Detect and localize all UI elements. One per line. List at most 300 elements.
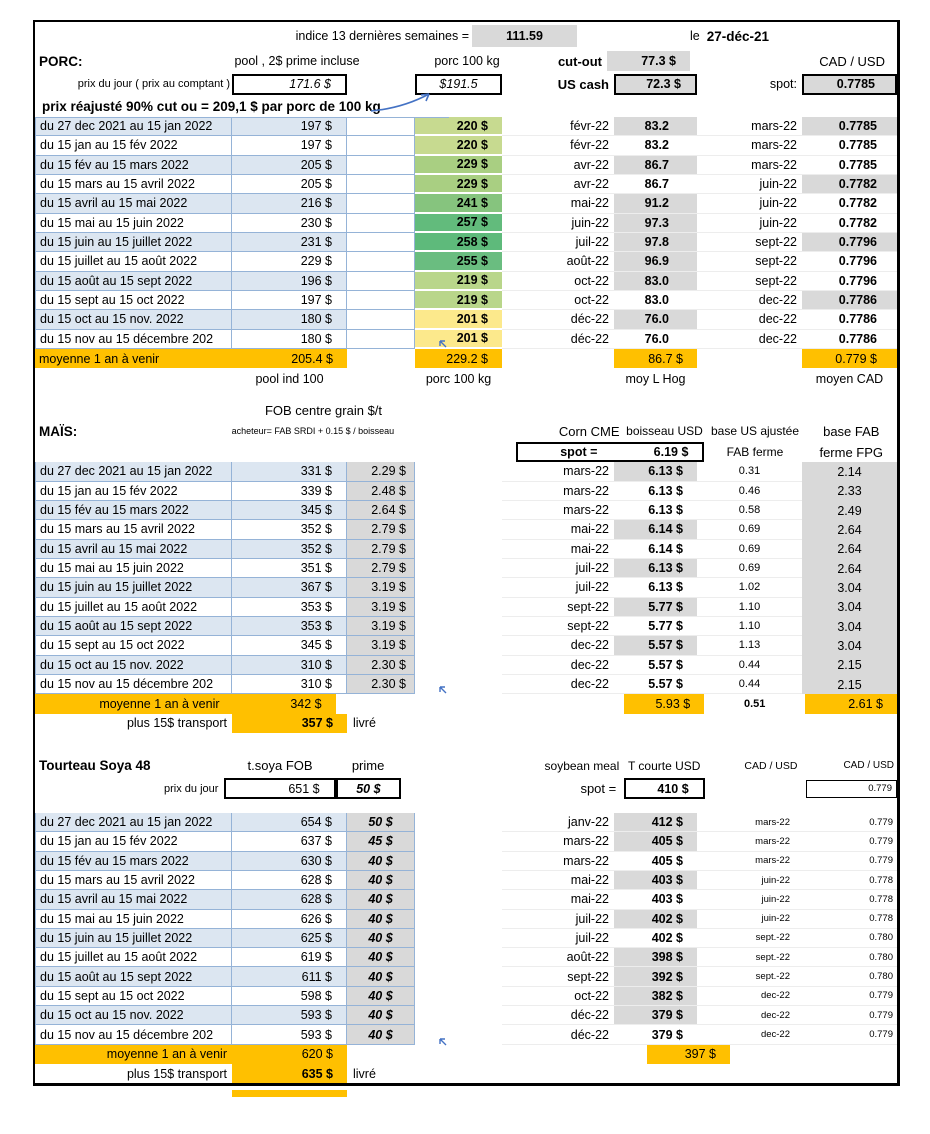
meal-usd-cell[interactable]: 412 $ [614,813,697,832]
spot-value-cell[interactable]: 0.7785 [802,74,897,95]
cutout-price-cell[interactable]: 258 $ [415,233,502,252]
meal-month-cell[interactable]: mars-22 [502,832,614,851]
fob-price-cell[interactable]: 345 $ [232,636,347,655]
period-cell[interactable]: du 15 oct au 15 nov. 2022 [35,1006,232,1025]
empty-cell[interactable] [347,233,415,252]
prime-cell[interactable]: 40 $ [347,967,415,986]
period-cell[interactable]: du 15 juin au 15 juillet 2022 [35,578,232,597]
transport-value[interactable]: 635 $ [232,1064,347,1083]
cad-rate-cell[interactable]: 0.7796 [802,233,897,252]
empty-cell[interactable] [347,252,415,271]
cad-rate-cell[interactable]: 0.7786 [802,310,897,329]
period-cell[interactable]: du 15 sept au 15 oct 2022 [35,987,232,1006]
cad-rate-cell[interactable]: 0.7785 [802,156,897,175]
moyenne-pool[interactable]: 205.4 $ [232,349,347,368]
pool-price-cell[interactable]: 231 $ [232,233,347,252]
corn-month-cell[interactable]: dec-22 [502,636,614,655]
meal-month-cell[interactable]: juil-22 [502,910,614,929]
cutout-price-cell[interactable]: 219 $ [415,291,502,310]
cad-month-cell[interactable]: juin-22 [697,910,802,929]
empty-cell[interactable] [415,559,502,578]
empty-cell[interactable] [415,832,502,851]
uscash-value-cell[interactable]: 72.3 $ [614,74,697,95]
prix-jour-value-cell[interactable]: 651 $ [224,778,335,799]
meal-usd-cell[interactable]: 392 $ [614,967,697,986]
cutout-price-cell[interactable]: 220 $ [415,117,502,136]
moyenne-cad[interactable]: 0.779 $ [802,349,897,368]
meal-usd-cell[interactable]: 382 $ [614,987,697,1006]
cad-month-cell[interactable]: mars-22 [697,156,802,175]
base-fab-cell[interactable]: 3.04 [802,598,897,617]
cad-rate-cell[interactable]: 0.779 [802,813,897,832]
meal-month-cell[interactable]: janv-22 [502,813,614,832]
period-cell[interactable]: du 15 mai au 15 juin 2022 [35,910,232,929]
fob-price-cell[interactable]: 352 $ [232,520,347,539]
soya-spot-value-cell[interactable]: 410 $ [624,778,704,799]
period-cell[interactable]: du 15 août au 15 sept 2022 [35,967,232,986]
fob-price-cell[interactable]: 310 $ [232,675,347,694]
empty-cell[interactable] [415,540,502,559]
fob-price-cell[interactable]: 611 $ [232,967,347,986]
corn-month-cell[interactable]: mai-22 [502,540,614,559]
meal-month-cell[interactable]: mars-22 [502,852,614,871]
moyenne-usd[interactable]: 5.93 $ [624,694,704,713]
base-fab-cell[interactable]: 2.64 [802,520,897,539]
hog-month-cell[interactable]: févr-22 [502,136,614,155]
period-cell[interactable]: du 15 juillet au 15 août 2022 [35,252,232,271]
prix-jour-prime-cell[interactable]: 50 $ [336,778,401,799]
prime-cell[interactable]: 40 $ [347,1025,415,1044]
cad-month-cell[interactable]: sept-22 [697,252,802,271]
fob-price-cell[interactable]: 310 $ [232,656,347,675]
period-cell[interactable]: du 15 sept au 15 oct 2022 [35,636,232,655]
corn-usd-cell[interactable]: 6.14 $ [614,520,697,539]
period-cell[interactable]: du 15 août au 15 sept 2022 [35,272,232,291]
cad-month-cell[interactable]: mars-22 [697,832,802,851]
bushel-price-cell[interactable]: 2.79 $ [347,540,415,559]
prime-cell[interactable]: 40 $ [347,987,415,1006]
cutout-price-cell[interactable]: 229 $ [415,156,502,175]
cad-rate-cell[interactable]: 0.779 [802,987,897,1006]
fob-price-cell[interactable]: 619 $ [232,948,347,967]
cad-rate-cell[interactable]: 0.7786 [802,291,897,310]
period-cell[interactable]: du 27 dec 2021 au 15 jan 2022 [35,813,232,832]
period-cell[interactable]: du 27 dec 2021 au 15 jan 2022 [35,117,232,136]
cad-month-cell[interactable]: mars-22 [697,852,802,871]
fob-price-cell[interactable]: 654 $ [232,813,347,832]
cad-rate-cell[interactable]: 0.7796 [802,272,897,291]
base-fab-cell[interactable]: 2.33 [802,482,897,501]
cad-rate-cell[interactable]: 0.779 [802,852,897,871]
prime-cell[interactable]: 40 $ [347,910,415,929]
corn-month-cell[interactable]: juil-22 [502,559,614,578]
base-us-cell[interactable]: 1.13 [697,636,802,655]
cad-month-cell[interactable]: mars-22 [697,813,802,832]
pool-price-cell[interactable]: 216 $ [232,194,347,213]
empty-cell[interactable] [415,656,502,675]
meal-month-cell[interactable]: oct-22 [502,987,614,1006]
fob-price-cell[interactable]: 628 $ [232,890,347,909]
moyenne-label[interactable]: moyenne 1 an à venir [35,694,225,713]
meal-usd-cell[interactable]: 402 $ [614,929,697,948]
period-cell[interactable]: du 15 août au 15 sept 2022 [35,617,232,636]
cad-month-cell[interactable]: juin-22 [697,890,802,909]
base-fab-cell[interactable]: 3.04 [802,636,897,655]
corn-usd-cell[interactable]: 6.13 $ [614,482,697,501]
corn-month-cell[interactable]: juil-22 [502,578,614,597]
period-cell[interactable]: du 15 jan au 15 fév 2022 [35,136,232,155]
cad-rate-cell[interactable]: 0.780 [802,929,897,948]
pool-price-cell[interactable]: 205 $ [232,175,347,194]
empty-cell[interactable] [347,214,415,233]
period-cell[interactable]: du 15 juin au 15 juillet 2022 [35,929,232,948]
moyenne-base-fab[interactable]: 2.61 $ [805,694,897,713]
period-cell[interactable]: du 27 dec 2021 au 15 jan 2022 [35,462,232,481]
moyenne-us[interactable]: 86.7 $ [614,349,697,368]
corn-usd-cell[interactable]: 6.13 $ [614,578,697,597]
indice-value-cell[interactable]: 111.59 [472,25,577,47]
period-cell[interactable]: du 15 fév au 15 mars 2022 [35,501,232,520]
empty-cell[interactable] [415,929,502,948]
corn-usd-cell[interactable]: 5.77 $ [614,617,697,636]
cad-rate-cell[interactable]: 0.778 [802,871,897,890]
corn-usd-cell[interactable]: 6.13 $ [614,559,697,578]
cad-rate-cell[interactable]: 0.780 [802,948,897,967]
corn-month-cell[interactable]: dec-22 [502,675,614,694]
us-cash-cell[interactable]: 83.2 [614,136,697,155]
prime-cell[interactable]: 50 $ [347,813,415,832]
cutout-price-cell[interactable]: 220 $ [415,136,502,155]
meal-usd-cell[interactable]: 403 $ [614,871,697,890]
cad-rate-cell[interactable]: 0.778 [802,910,897,929]
corn-month-cell[interactable]: sept-22 [502,598,614,617]
us-cash-cell[interactable]: 76.0 [614,330,697,349]
corn-spot-cell[interactable] [516,442,704,462]
pool-price-cell[interactable]: 230 $ [232,214,347,233]
prime-cell[interactable]: 40 $ [347,890,415,909]
meal-month-cell[interactable]: déc-22 [502,1025,614,1044]
empty-cell[interactable] [415,987,502,1006]
meal-usd-cell[interactable]: 405 $ [614,832,697,851]
fob-price-cell[interactable]: 630 $ [232,852,347,871]
period-cell[interactable]: du 15 avril au 15 mai 2022 [35,890,232,909]
us-cash-cell[interactable]: 97.8 [614,233,697,252]
cad-month-cell[interactable]: sept.-22 [697,929,802,948]
hog-month-cell[interactable]: févr-22 [502,117,614,136]
period-cell[interactable]: du 15 juillet au 15 août 2022 [35,598,232,617]
bushel-price-cell[interactable]: 2.48 $ [347,482,415,501]
pool-price-cell[interactable]: 180 $ [232,330,347,349]
cad-month-cell[interactable]: juin-22 [697,214,802,233]
corn-month-cell[interactable]: dec-22 [502,656,614,675]
cad-month-cell[interactable]: dec-22 [697,987,802,1006]
bushel-price-cell[interactable]: 3.19 $ [347,636,415,655]
moyenne-label[interactable]: moyenne 1 an à venir [35,1045,232,1064]
period-cell[interactable]: du 15 nov au 15 décembre 202 [35,675,232,694]
empty-cell[interactable] [415,675,502,694]
cad-rate-cell[interactable]: 0.7796 [802,252,897,271]
bushel-price-cell[interactable]: 3.19 $ [347,617,415,636]
base-us-cell[interactable]: 1.10 [697,617,802,636]
cad-rate-cell[interactable]: 0.779 [802,1006,897,1025]
corn-usd-cell[interactable]: 5.57 $ [614,656,697,675]
hog-month-cell[interactable]: juil-22 [502,233,614,252]
base-us-cell[interactable]: 0.69 [697,520,802,539]
cutout-price-cell[interactable]: 257 $ [415,214,502,233]
us-cash-cell[interactable]: 86.7 [614,156,697,175]
meal-month-cell[interactable]: mai-22 [502,890,614,909]
cad-rate-cell[interactable]: 0.778 [802,890,897,909]
cutout-price-cell[interactable]: 229 $ [415,175,502,194]
base-fab-cell[interactable]: 2.14 [802,462,897,481]
hog-month-cell[interactable]: déc-22 [502,330,614,349]
period-cell[interactable]: du 15 mars au 15 avril 2022 [35,175,232,194]
prime-cell[interactable]: 40 $ [347,929,415,948]
bushel-price-cell[interactable]: 2.79 $ [347,520,415,539]
hog-month-cell[interactable]: juin-22 [502,214,614,233]
prime-cell[interactable]: 40 $ [347,852,415,871]
cad-rate-cell[interactable]: 0.7786 [802,330,897,349]
empty-cell[interactable] [415,1025,502,1044]
cad-month-cell[interactable]: juin-22 [697,175,802,194]
cad-month-cell[interactable]: mars-22 [697,136,802,155]
us-cash-cell[interactable]: 76.0 [614,310,697,329]
corn-usd-cell[interactable]: 5.77 $ [614,598,697,617]
prix-jour-value-cell[interactable]: 171.6 $ [232,74,347,95]
empty-cell[interactable] [347,117,415,136]
empty-cell[interactable] [347,194,415,213]
period-cell[interactable]: du 15 fév au 15 mars 2022 [35,852,232,871]
fob-price-cell[interactable]: 352 $ [232,540,347,559]
bushel-price-cell[interactable]: 2.30 $ [347,656,415,675]
us-cash-cell[interactable]: 83.0 [614,291,697,310]
period-cell[interactable]: du 15 avril au 15 mai 2022 [35,194,232,213]
bushel-price-cell[interactable]: 2.79 $ [347,559,415,578]
empty-cell[interactable] [347,175,415,194]
cad-month-cell[interactable]: sept.-22 [697,967,802,986]
corn-month-cell[interactable]: mars-22 [502,482,614,501]
hog-month-cell[interactable]: déc-22 [502,310,614,329]
empty-cell[interactable] [415,813,502,832]
meal-usd-cell[interactable]: 398 $ [614,948,697,967]
meal-month-cell[interactable]: mai-22 [502,871,614,890]
period-cell[interactable]: du 15 mars au 15 avril 2022 [35,520,232,539]
empty-cell[interactable] [415,948,502,967]
empty-cell[interactable] [415,520,502,539]
bushel-price-cell[interactable]: 2.30 $ [347,675,415,694]
fob-price-cell[interactable]: 351 $ [232,559,347,578]
bushel-price-cell[interactable]: 3.19 $ [347,598,415,617]
base-us-cell[interactable]: 0.31 [697,462,802,481]
moyenne-base-us[interactable]: 0.51 [743,697,766,710]
empty-cell[interactable] [415,852,502,871]
moyenne-usd[interactable]: 397 $ [647,1045,730,1064]
base-us-cell[interactable]: 1.02 [697,578,802,597]
cad-month-cell[interactable]: dec-22 [697,330,802,349]
cad-month-cell[interactable]: dec-22 [697,1006,802,1025]
base-us-cell[interactable]: 0.44 [697,675,802,694]
period-cell[interactable]: du 15 avril au 15 mai 2022 [35,540,232,559]
fob-price-cell[interactable]: 353 $ [232,598,347,617]
cad-month-cell[interactable]: dec-22 [697,291,802,310]
pool-price-cell[interactable]: 197 $ [232,117,347,136]
period-cell[interactable]: du 15 jan au 15 fév 2022 [35,832,232,851]
fob-price-cell[interactable]: 626 $ [232,910,347,929]
cutout-price-cell[interactable]: 241 $ [415,194,502,213]
hog-month-cell[interactable]: avr-22 [502,175,614,194]
cutout-price-cell[interactable]: 201 $ [415,310,502,329]
hog-month-cell[interactable]: oct-22 [502,291,614,310]
fob-price-cell[interactable]: 367 $ [232,578,347,597]
pool-price-cell[interactable]: 196 $ [232,272,347,291]
pool-price-cell[interactable]: 229 $ [232,252,347,271]
fob-price-cell[interactable]: 625 $ [232,929,347,948]
meal-month-cell[interactable]: juil-22 [502,929,614,948]
hog-month-cell[interactable]: mai-22 [502,194,614,213]
cad-rate-cell[interactable]: 0.7782 [802,175,897,194]
hog-month-cell[interactable]: août-22 [502,252,614,271]
cad-rate-cell[interactable]: 0.779 [802,832,897,851]
fob-price-cell[interactable]: 628 $ [232,871,347,890]
cad-rate-cell[interactable]: 0.780 [802,967,897,986]
base-us-cell[interactable]: 0.46 [697,482,802,501]
empty-cell[interactable] [415,636,502,655]
pool-price-cell[interactable]: 197 $ [232,291,347,310]
fob-price-cell[interactable]: 345 $ [232,501,347,520]
cad-rate-cell[interactable]: 0.7785 [802,136,897,155]
fob-price-cell[interactable]: 598 $ [232,987,347,1006]
period-cell[interactable]: du 15 jan au 15 fév 2022 [35,482,232,501]
base-us-cell[interactable]: 0.58 [697,501,802,520]
meal-usd-cell[interactable]: 379 $ [614,1006,697,1025]
us-cash-cell[interactable]: 96.9 [614,252,697,271]
meal-month-cell[interactable]: août-22 [502,948,614,967]
cutout-value-cell[interactable]: 77.3 $ [607,51,690,71]
period-cell[interactable]: du 15 juin au 15 juillet 2022 [35,233,232,252]
us-cash-cell[interactable]: 83.0 [614,272,697,291]
corn-usd-cell[interactable]: 6.14 $ [614,540,697,559]
period-cell[interactable]: du 15 oct au 15 nov. 2022 [35,310,232,329]
empty-cell[interactable] [415,890,502,909]
cad-rate-cell[interactable]: 0.7785 [802,117,897,136]
cutout-price-cell[interactable]: 219 $ [415,272,502,291]
cad-month-cell[interactable]: mars-22 [697,117,802,136]
corn-usd-cell[interactable]: 5.57 $ [614,675,697,694]
moyenne-fob[interactable]: 620 $ [232,1045,347,1064]
fob-price-cell[interactable]: 339 $ [232,482,347,501]
empty-cell[interactable] [347,330,415,349]
meal-usd-cell[interactable]: 405 $ [614,852,697,871]
period-cell[interactable]: du 15 mai au 15 juin 2022 [35,559,232,578]
cutout-price-cell[interactable]: 255 $ [415,252,502,271]
corn-month-cell[interactable]: mai-22 [502,520,614,539]
cad-rate-cell[interactable]: 0.7782 [802,194,897,213]
prime-cell[interactable]: 40 $ [347,871,415,890]
fob-price-cell[interactable]: 593 $ [232,1006,347,1025]
empty-cell[interactable] [415,501,502,520]
empty-cell[interactable] [415,578,502,597]
base-us-cell[interactable]: 0.69 [697,559,802,578]
period-cell[interactable]: du 15 sept au 15 oct 2022 [35,291,232,310]
empty-cell[interactable] [415,598,502,617]
period-cell[interactable]: du 15 oct au 15 nov. 2022 [35,656,232,675]
fob-price-cell[interactable]: 331 $ [232,462,347,481]
meal-month-cell[interactable]: déc-22 [502,1006,614,1025]
cad-rate-cell[interactable]: 0.779 [802,1025,897,1044]
empty-cell[interactable] [415,871,502,890]
base-fab-cell[interactable]: 2.15 [802,656,897,675]
meal-usd-cell[interactable]: 403 $ [614,890,697,909]
period-cell[interactable]: du 15 mai au 15 juin 2022 [35,214,232,233]
corn-month-cell[interactable]: mars-22 [502,501,614,520]
bushel-price-cell[interactable]: 2.29 $ [347,462,415,481]
empty-cell[interactable] [415,617,502,636]
base-us-cell[interactable]: 1.10 [697,598,802,617]
meal-usd-cell[interactable]: 402 $ [614,910,697,929]
moyenne-fob[interactable]: 342 $ [225,694,336,713]
base-fab-cell[interactable]: 2.15 [802,675,897,694]
moyenne-label[interactable]: moyenne 1 an à venir [35,349,232,368]
cad-month-cell[interactable]: sept-22 [697,272,802,291]
empty-cell[interactable] [415,482,502,501]
empty-cell[interactable] [347,310,415,329]
porc-100kg-value-cell[interactable]: $191.5 [415,74,502,95]
transport-value[interactable]: 357 $ [232,714,347,733]
corn-usd-cell[interactable]: 6.13 $ [614,462,697,481]
pool-price-cell[interactable]: 197 $ [232,136,347,155]
prime-cell[interactable]: 40 $ [347,948,415,967]
cad-month-cell[interactable]: juin-22 [697,194,802,213]
base-fab-cell[interactable]: 2.64 [802,540,897,559]
base-us-cell[interactable]: 0.44 [697,656,802,675]
corn-month-cell[interactable]: mars-22 [502,462,614,481]
period-cell[interactable]: du 15 nov au 15 décembre 202 [35,330,232,349]
hog-month-cell[interactable]: avr-22 [502,156,614,175]
base-us-cell[interactable]: 0.69 [697,540,802,559]
empty-cell[interactable] [347,291,415,310]
cad-rate-cell[interactable]: 0.7782 [802,214,897,233]
corn-usd-cell[interactable]: 5.57 $ [614,636,697,655]
fob-price-cell[interactable]: 637 $ [232,832,347,851]
us-cash-cell[interactable]: 91.2 [614,194,697,213]
pool-price-cell[interactable]: 205 $ [232,156,347,175]
bushel-price-cell[interactable]: 3.19 $ [347,578,415,597]
base-fab-cell[interactable]: 3.04 [802,578,897,597]
cad-month-cell[interactable]: sept-22 [697,233,802,252]
prime-cell[interactable]: 45 $ [347,832,415,851]
empty-cell[interactable] [415,1006,502,1025]
us-cash-cell[interactable]: 86.7 [614,175,697,194]
cutout-price-cell[interactable]: 201 $ [415,330,502,349]
fob-price-cell[interactable]: 353 $ [232,617,347,636]
corn-usd-cell[interactable]: 6.13 $ [614,501,697,520]
base-fab-cell[interactable]: 3.04 [802,617,897,636]
fob-price-cell[interactable]: 593 $ [232,1025,347,1044]
empty-cell[interactable] [347,156,415,175]
prime-cell[interactable]: 40 $ [347,1006,415,1025]
corn-month-cell[interactable]: sept-22 [502,617,614,636]
cad-month-cell[interactable]: dec-22 [697,310,802,329]
cad-month-cell[interactable]: juin-22 [697,871,802,890]
cad-month-cell[interactable]: sept.-22 [697,948,802,967]
period-cell[interactable]: du 15 mars au 15 avril 2022 [35,871,232,890]
period-cell[interactable]: du 15 juillet au 15 août 2022 [35,948,232,967]
soya-cad-box[interactable]: 0.779 [806,780,897,798]
empty-cell[interactable] [415,967,502,986]
empty-cell[interactable] [415,462,502,481]
us-cash-cell[interactable]: 83.2 [614,117,697,136]
meal-month-cell[interactable]: sept-22 [502,967,614,986]
